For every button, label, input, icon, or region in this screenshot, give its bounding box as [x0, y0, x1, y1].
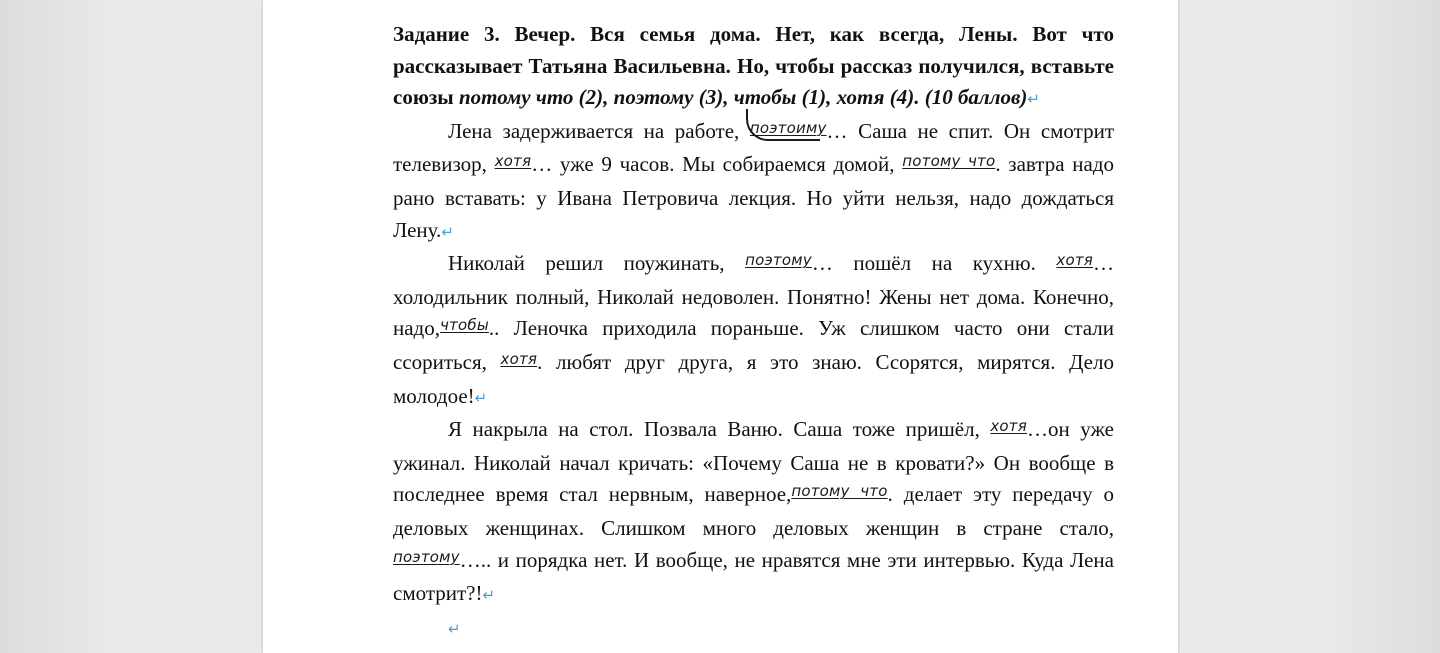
handwritten-answer: хотя	[500, 349, 538, 368]
p3-text-1: Я накрыла на стол. Позвала Ваню. Саша тоже пришёл,	[448, 417, 991, 442]
p1-text-1: Лена задерживается на работе,	[448, 118, 750, 143]
handwritten-answer: потому что	[902, 152, 996, 171]
paragraph-mark-icon: ↵	[448, 619, 461, 638]
handwritten-answer: поэтоиму	[749, 118, 827, 137]
empty-paragraph	[393, 612, 1114, 643]
p1-text-2: … Саша не спит. Он смотрит телевизор,	[393, 118, 1115, 177]
p3-text-2: …он уже ужинал. Николай начал кричать: «Почему Саша не в кровати?» Он вообще в последнее время стал нервным, наверное,	[393, 417, 1114, 507]
handwritten-answer: хотя	[494, 152, 532, 171]
p1-answer-1-wrap	[750, 119, 827, 143]
p1-text-3: … уже 9 часов. Мы собираемся домой,	[531, 152, 903, 177]
p3-text-4: ….. и порядка нет. И вообще, не нравятся мне эти интервью. Куда Лена смотрит?!	[393, 547, 1114, 606]
paragraph-2	[393, 248, 1114, 414]
task-heading	[393, 19, 1114, 116]
p2-text-4: .. Леночка приходила пораньше. Уж слишком часто они стали ссориться,	[393, 316, 1114, 374]
p2-text-3: … холодильник полный, Николай недоволен. Понятно! Жены нет дома. Конечно, надо,	[393, 251, 1114, 341]
paragraph-mark-icon: ↵	[482, 586, 496, 605]
paragraph-mark-icon: ↵	[474, 388, 488, 407]
task-title: Задание 3. Вечер. Вся семья дома. Нет, как всегда, Лены. Вот что рассказывает Татьяна Васильевна. Но, чтобы рассказ получился, вставьте союзы	[393, 22, 1114, 110]
document-page	[263, 0, 1178, 653]
p2-text-5: . любят друг друга, я это знаю. Ссорятся, мирятся. Дело молодое!	[393, 349, 1114, 408]
paragraph-3	[393, 414, 1114, 612]
document-body[interactable]	[393, 19, 1114, 643]
handwritten-answer: чтобы	[440, 316, 489, 335]
task-conjunctions: потому что (2), поэтому (3), чтобы (1), хотя (4). (10 баллов)	[458, 85, 1028, 110]
handwritten-answer: поэтому	[393, 547, 460, 566]
handwritten-answer: поэтому	[745, 251, 812, 270]
handwritten-answer: потому что	[791, 482, 888, 501]
p2-text-1: Николай решил поужинать,	[448, 251, 746, 276]
handwritten-answer: хотя	[990, 417, 1027, 436]
p3-text-3: . делает эту передачу о деловых женщинах. Слишком много деловых женщин в стране стало,	[393, 482, 1115, 540]
handwritten-answer: хотя	[1056, 251, 1093, 270]
p1-text-4: . завтра надо рано вставать: у Ивана Петровича лекция. Но уйти нельзя, надо дождаться Лену.	[393, 152, 1114, 242]
paragraph-mark-icon: ↵	[1027, 90, 1040, 109]
paragraph-1	[393, 116, 1114, 248]
paragraph-mark-icon: ↵	[441, 222, 454, 241]
p2-text-2: … пошёл на кухню.	[811, 251, 1057, 276]
